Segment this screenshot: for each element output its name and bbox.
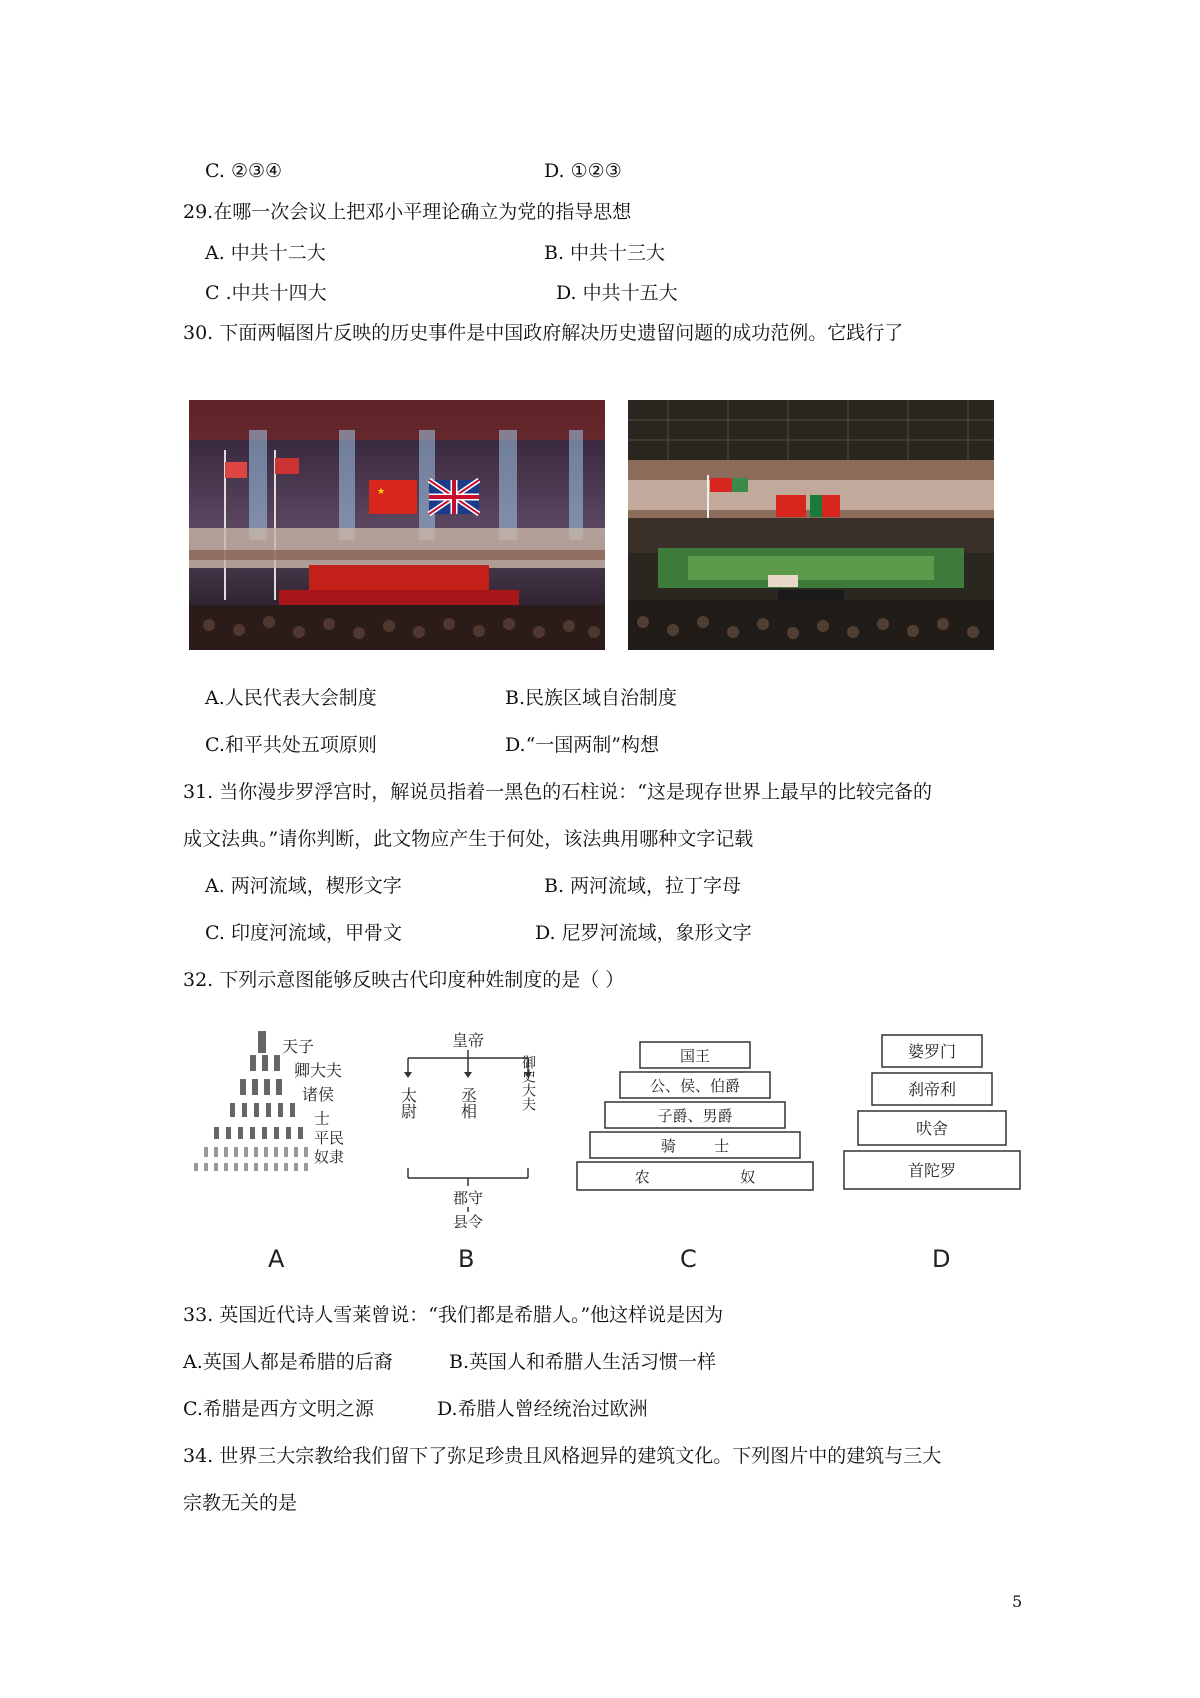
diagram-a-letter: A bbox=[268, 1245, 285, 1273]
q29-option-d: D. 中共十五大 bbox=[556, 282, 678, 304]
q30-stem: 30. 下面两幅图片反映的历史事件是中国政府解决历史遗留问题的成功范例。它践行了 bbox=[183, 322, 904, 344]
q32-stem: 32. 下列示意图能够反映古代印度种姓制度的是（ ） bbox=[183, 969, 625, 991]
diagram-d-tier-0: 婆罗门 bbox=[907, 1042, 957, 1061]
q31-stem-line1: 31. 当你漫步罗浮宫时，解说员指着一黑色的石柱说：“这是现存世界上最早的比较完备的 bbox=[183, 781, 932, 803]
q33-option-a: A.英国人都是希腊的后裔 bbox=[183, 1351, 393, 1373]
q31-option-a: A. 两河流域，楔形文字 bbox=[205, 875, 402, 897]
diagram-c-tier-2: 子爵、男爵 bbox=[657, 1107, 733, 1125]
q33-stem: 33. 英国近代诗人雪莱曾说：“我们都是希腊人。”他这样说是因为 bbox=[183, 1304, 724, 1326]
q29-stem: 29.在哪一次会议上把邓小平理论确立为党的指导思想 bbox=[183, 201, 632, 223]
diagram-a-label-1: 卿大夫 bbox=[294, 1061, 343, 1080]
diagram-a-pyramid bbox=[190, 1025, 370, 1210]
q31-option-b: B. 两河流域，拉丁字母 bbox=[544, 875, 742, 897]
diagram-b-chengxiang: 丞相 bbox=[458, 1087, 478, 1119]
q34-stem-line1: 34. 世界三大宗教给我们留下了弥足珍贵且风格迥异的建筑文化。下列图片中的建筑与三大 bbox=[183, 1445, 942, 1467]
diagram-a-label-4: 平民 bbox=[314, 1129, 345, 1147]
macau-handover-photo bbox=[628, 400, 994, 650]
diagram-b-xianling: 县令 bbox=[452, 1213, 484, 1228]
q28-option-d: D. ①②③ bbox=[544, 160, 622, 182]
q33-option-c: C.希腊是西方文明之源 bbox=[183, 1398, 374, 1420]
diagram-b-junshou: 郡守 bbox=[452, 1189, 484, 1207]
q30-option-c: C.和平共处五项原则 bbox=[205, 734, 377, 756]
q29-option-c: C .中共十四大 bbox=[205, 282, 327, 304]
diagram-c-tier-4: 农 奴 bbox=[634, 1168, 756, 1186]
q28-option-c: C. ②③④ bbox=[205, 160, 283, 182]
diagram-b-yushi: 御史大夫 bbox=[520, 1055, 536, 1111]
diagram-a-label-0: 天子 bbox=[282, 1037, 315, 1056]
diagram-c-tier-3: 骑 士 bbox=[660, 1137, 730, 1155]
diagram-a-label-5: 奴隶 bbox=[314, 1148, 345, 1166]
diagram-c-tier-1: 公、侯、伯爵 bbox=[649, 1077, 741, 1095]
diagram-c-tier-0: 国王 bbox=[679, 1047, 711, 1065]
diagram-d-letter: D bbox=[932, 1245, 951, 1273]
diagram-b-taiwei: 太尉 bbox=[398, 1087, 418, 1119]
q34-stem-line2: 宗教无关的是 bbox=[183, 1492, 298, 1514]
diagram-d-tier-2: 吠舍 bbox=[915, 1119, 949, 1138]
q33-option-b: B.英国人和希腊人生活习惯一样 bbox=[449, 1351, 717, 1373]
diagram-b-letter: B bbox=[458, 1245, 475, 1273]
q30-option-b: B.民族区域自治制度 bbox=[505, 687, 678, 709]
q31-option-d: D. 尼罗河流域，象形文字 bbox=[535, 922, 752, 944]
svg-text:★: ★ bbox=[377, 487, 386, 497]
q31-stem-line2: 成文法典。”请你判断，此文物应产生于何处，该法典用哪种文字记载 bbox=[183, 828, 754, 850]
page-number: 5 bbox=[1012, 1592, 1023, 1611]
diagram-b-hierarchy bbox=[393, 1028, 543, 1228]
diagram-d-tier-1: 刹帝利 bbox=[907, 1080, 957, 1099]
q30-option-a: A.人民代表大会制度 bbox=[205, 687, 377, 709]
diagram-b-emperor: 皇帝 bbox=[451, 1031, 485, 1050]
diagram-a-label-2: 诸侯 bbox=[302, 1085, 335, 1104]
diagram-d-tier-3: 首陀罗 bbox=[907, 1161, 957, 1180]
q29-option-b: B. 中共十三大 bbox=[544, 242, 666, 264]
q29-option-a: A. 中共十二大 bbox=[205, 242, 326, 264]
q31-option-c: C. 印度河流域，甲骨文 bbox=[205, 922, 402, 944]
diagram-c-letter: C bbox=[680, 1245, 697, 1273]
hong-kong-handover-photo bbox=[189, 400, 605, 650]
diagram-c-pyramid bbox=[575, 1040, 815, 1195]
q30-option-d: D.“一国两制”构想 bbox=[505, 734, 660, 756]
diagram-a-label-3: 士 bbox=[314, 1109, 331, 1128]
q33-option-d: D.希腊人曾经统治过欧洲 bbox=[437, 1398, 648, 1420]
diagram-d-caste-pyramid bbox=[842, 1033, 1022, 1193]
